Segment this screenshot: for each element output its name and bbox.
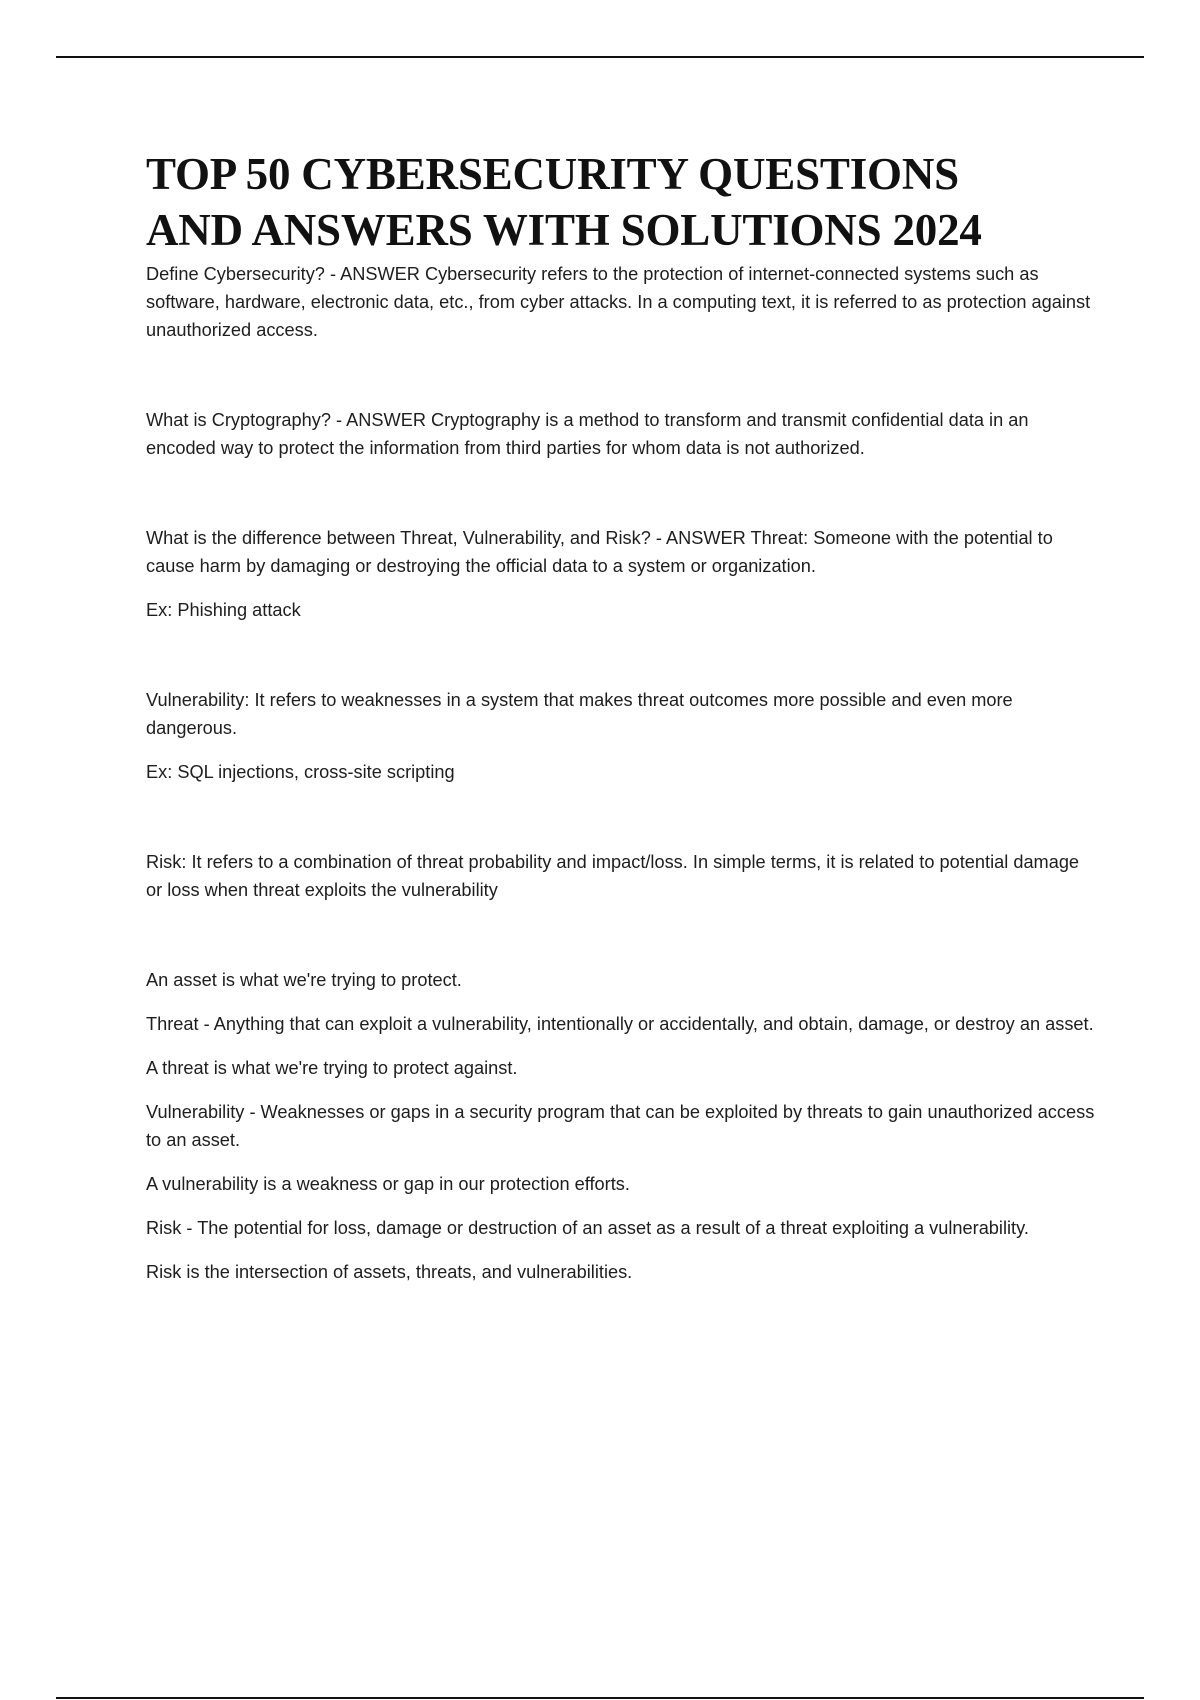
risk-statement: Risk is the intersection of assets, threats, and vulnerabilities. xyxy=(146,1262,633,1282)
title-line-2: AND ANSWERS WITH SOLUTIONS 2024 xyxy=(146,205,982,255)
asset-statement: An asset is what we're trying to protect. xyxy=(146,970,462,990)
vulnerability-example: Ex: SQL injections, cross-site scripting xyxy=(146,762,455,782)
threat-definition: Threat - Anything that can exploit a vulnerability, intentionally or accidentally, and obtain, damage, or destroy an asset. xyxy=(146,1014,1094,1034)
document-body xyxy=(146,146,1096,1286)
page-title xyxy=(146,146,1096,258)
vulnerability-statement: A vulnerability is a weakness or gap in our protection efforts. xyxy=(146,1174,630,1194)
vulnerability-definition: Vulnerability: It refers to weaknesses in a system that makes threat outcomes more possible and even more dangerous. xyxy=(146,690,1013,738)
threat-example: Ex: Phishing attack xyxy=(146,600,301,620)
title-line-1: TOP 50 CYBERSECURITY QUESTIONS xyxy=(146,149,959,199)
risk-definition: Risk: It refers to a combination of threat probability and impact/loss. In simple terms, it is related to potential damage or loss when threat exploits the vulnerability xyxy=(146,852,1080,900)
header-rule xyxy=(56,56,1144,58)
qa-threat-vulnerability-risk: What is the difference between Threat, Vulnerability, and Risk? - ANSWER Threat: Someone with the potential to cause harm by damaging or destroying the official data to a system or organization. xyxy=(146,528,1053,576)
threat-statement: A threat is what we're trying to protect against. xyxy=(146,1058,518,1078)
qa-define-cybersecurity: Define Cybersecurity? - ANSWER Cybersecurity refers to the protection of internet-connected systems such as software, hardware, electronic data, etc., from cyber attacks. In a computing text, it is referred to as protection against unauthorized access. xyxy=(146,264,1091,340)
vulnerability-definition-2: Vulnerability - Weaknesses or gaps in a security program that can be exploited by threats to gain unauthorized access to an asset. xyxy=(146,1102,1095,1150)
footer-rule xyxy=(56,1697,1144,1699)
risk-definition-2: Risk - The potential for loss, damage or destruction of an asset as a result of a threat exploiting a vulnerability. xyxy=(146,1218,1029,1238)
qa-cryptography: What is Cryptography? - ANSWER Cryptography is a method to transform and transmit confidential data in an encoded way to protect the information from third parties for whom data is not authorized. xyxy=(146,410,1029,458)
